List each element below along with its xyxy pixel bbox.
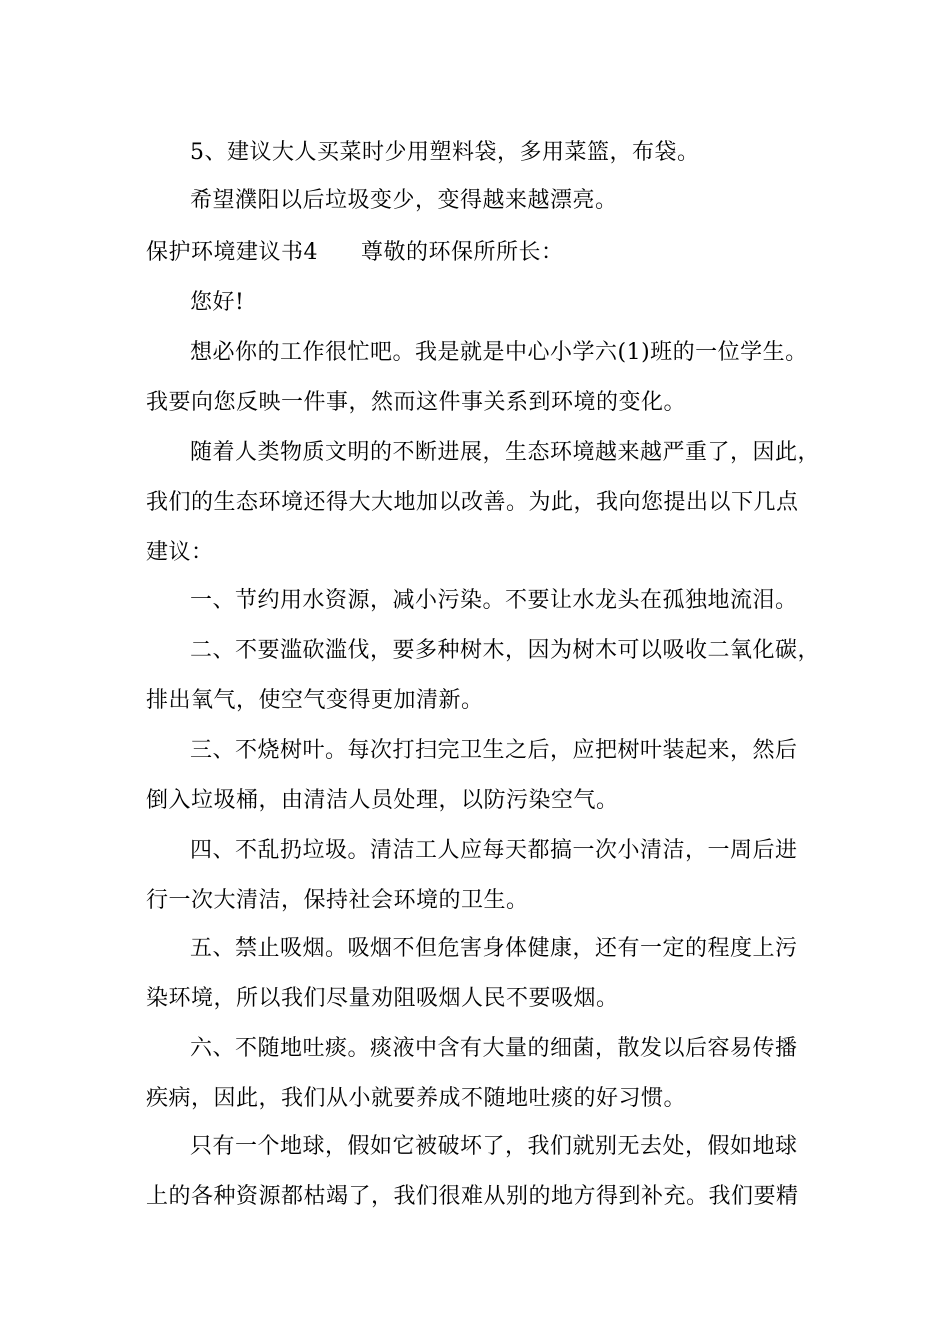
paragraph-line: 五、禁止吸烟。吸烟不但危害身体健康，还有一定的程度上污: [190, 936, 798, 961]
paragraph-line: 随着人类物质文明的不断进展，生态环境越来越严重了，因此，: [190, 440, 821, 465]
paragraph-line: 染环境，所以我们尽量劝阻吸烟人民不要吸烟。: [146, 986, 619, 1011]
paragraph-line: 三、不烧树叶。每次打扫完卫生之后，应把树叶装起来，然后: [190, 738, 798, 763]
section-title: 保护环境建议书4: [146, 240, 318, 265]
paragraph-line: 建议：: [146, 540, 214, 565]
paragraph-line: 六、不随地吐痰。痰液中含有大量的细菌，散发以后容易传播: [190, 1036, 798, 1061]
salutation: 尊敬的环保所所长：: [361, 240, 564, 265]
paragraph-line: 5、建议大人买菜时少用塑料袋，多用菜篮，布袋。: [190, 140, 700, 165]
paragraph-line: 二、不要滥砍滥伐，要多种树木，因为树木可以吸收二氧化碳，: [190, 638, 821, 663]
paragraph-line: 希望濮阳以后垃圾变少，变得越来越漂亮。: [190, 188, 618, 213]
paragraph-line: 我要向您反映一件事，然而这件事关系到环境的变化。: [146, 390, 687, 415]
paragraph-line: 上的各种资源都枯竭了，我们很难从别的地方得到补充。我们要精: [146, 1184, 799, 1209]
paragraph-line: 倒入垃圾桶，由清洁人员处理，以防污染空气。: [146, 788, 619, 813]
paragraph-line: 一、节约用水资源，减小污染。不要让水龙头在孤独地流泪。: [190, 588, 798, 613]
paragraph-line: 四、不乱扔垃圾。清洁工人应每天都搞一次小清洁，一周后进: [190, 838, 798, 863]
greeting: 您好!: [190, 290, 245, 315]
paragraph-line: 想必你的工作很忙吧。我是就是中心小学六(1)班的一位学生。: [190, 340, 808, 365]
paragraph-line: 我们的生态环境还得大大地加以改善。为此，我向您提出以下几点: [146, 490, 799, 515]
paragraph-line: 疾病，因此，我们从小就要养成不随地吐痰的好习惯。: [146, 1086, 687, 1111]
paragraph-line: 只有一个地球，假如它被破坏了，我们就别无去处，假如地球: [190, 1134, 798, 1159]
paragraph-line: 行一次大清洁，保持社会环境的卫生。: [146, 888, 529, 913]
paragraph-line: 排出氧气，使空气变得更加清新。: [146, 688, 484, 713]
